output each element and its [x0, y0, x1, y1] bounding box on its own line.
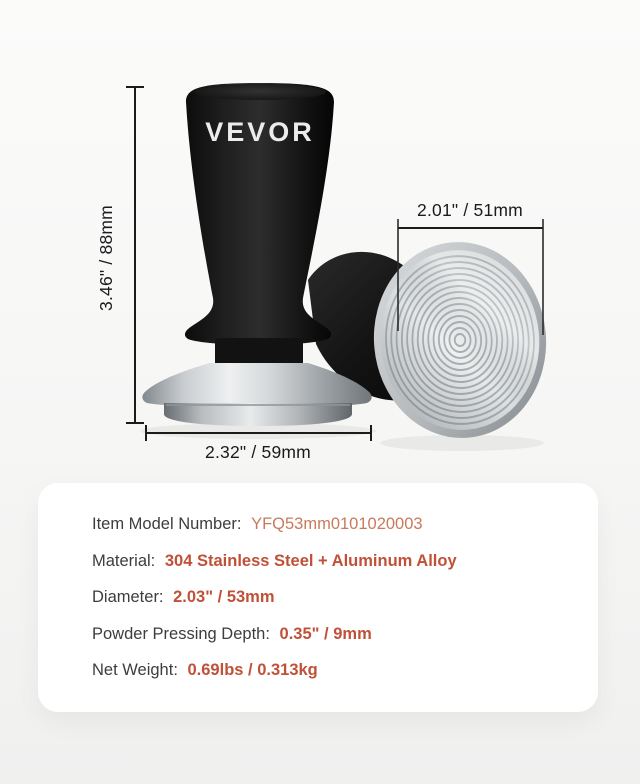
spec-row-pressing-depth	[92, 624, 568, 644]
spec-value: 0.69lbs / 0.313kg	[187, 661, 318, 679]
spec-value: 2.03" / 53mm	[173, 588, 275, 606]
base-width-label: 2.32" / 59mm	[205, 442, 311, 462]
spec-label: Net Weight:	[92, 661, 178, 679]
spec-value: 304 Stainless Steel + Aluminum Alloy	[164, 551, 457, 570]
spec-row-material	[92, 551, 568, 571]
tamper-base-rim	[164, 403, 352, 426]
spec-value: 0.35" / 9mm	[279, 624, 372, 643]
height-dimension	[96, 87, 144, 423]
spec-row-net-weight	[92, 660, 568, 680]
spec-label: Diameter:	[92, 588, 164, 606]
tamper-handle-top	[194, 84, 326, 100]
brand-logo: VEVOR	[205, 117, 315, 147]
spec-label: Material:	[92, 551, 156, 570]
spec-card	[38, 483, 598, 712]
spec-value: YFQ53mm0101020003	[251, 515, 423, 533]
spec-row-model	[92, 514, 568, 534]
upright-tamper	[142, 83, 371, 426]
face-diameter-label: 2.01" / 51mm	[417, 200, 523, 220]
spec-label: Item Model Number:	[92, 515, 242, 533]
spec-row-diameter	[92, 587, 568, 607]
height-dimension-label: 3.46" / 88mm	[96, 205, 116, 311]
spec-label: Powder Pressing Depth:	[92, 624, 270, 643]
